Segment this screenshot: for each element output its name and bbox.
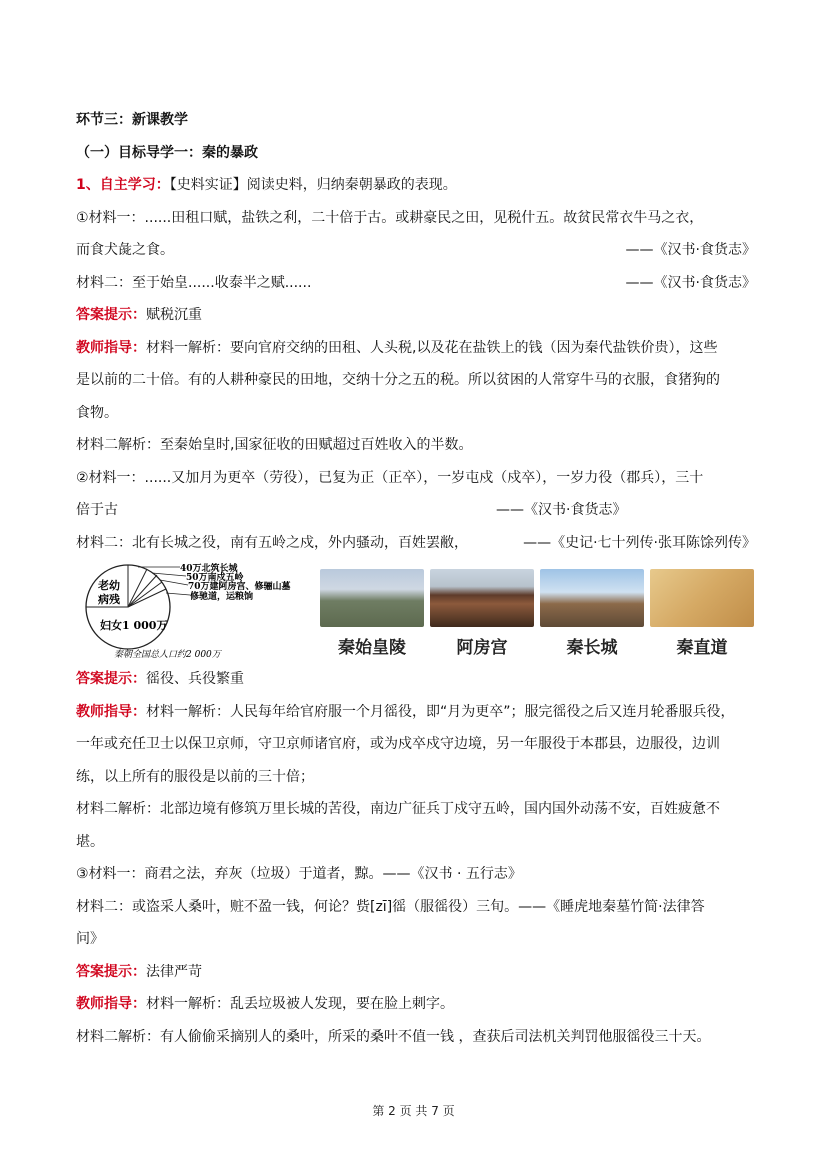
g3-material2-line1: 材料二：或盗采人桑叶，赃不盈一钱，何论？赀[zī]徭（服徭役）三旬。——《睡虎地秦墓竹简·法律答 (76, 898, 705, 915)
page-footer: 第 2 页 共 7 页 (372, 1104, 455, 1118)
g2-guide-line3: 练，以上所有的服役是以前的三十倍； (76, 768, 314, 785)
photo-epang-palace (430, 569, 534, 658)
g1-guide-line2: 是以前的二十倍。有的人耕种豪民的田地，交纳十分之五的税。所以贫困的人常穿牛马的衣服，食猪狗的 (76, 372, 720, 388)
guide-text: 材料一解析：人民每年给官府服一个月徭役，即“月为更卒”；服完徭役之后又连月轮番服兵役， (146, 703, 735, 720)
chart-caption: 秦朝全国总人口约2 000万 (114, 650, 221, 659)
photo-image (540, 569, 644, 627)
guide-label: 教师指导： (76, 339, 146, 356)
g2-material1-line1: ②材料一：......又加月为更卒（劳役），已复为正（正卒），一岁屯戍（戍卒），一岁力役（郡兵），三十 (76, 469, 704, 486)
guide-label: 教师指导： (76, 996, 146, 1012)
chart-left-label-2: 病残 (98, 593, 120, 606)
hint-label: 答案提示： (76, 963, 146, 980)
guide-text: 材料一解析：乱丢垃圾被人发现，要在脸上刺字。 (146, 996, 454, 1012)
chart-label-2: 50万南戍五岭 (186, 573, 244, 583)
photo-qin-mausoleum (320, 569, 424, 658)
photo-image (320, 569, 424, 627)
hint-text: 徭役、兵役繁重 (146, 671, 244, 687)
task-text: 【史料实证】阅读史料，归纳秦朝暴政的表现。 (169, 177, 457, 193)
section-heading: 环节三：新课教学 (76, 112, 188, 128)
g2-analysis2-line2: 堪。 (76, 833, 104, 850)
g2-analysis2-line1: 材料二解析：北部边境有修筑万里长城的苦役，南边广征兵丁戍守五岭，国内国外动荡不安，百姓疲惫不 (76, 801, 720, 817)
g1-material1-text: 而食犬彘之食。 (76, 242, 174, 258)
photo-image (650, 569, 754, 627)
g3-answer-hint (76, 956, 756, 989)
g2-material1-line2 (76, 494, 756, 527)
g2-guide-line1 (76, 696, 756, 729)
pie-divider (128, 582, 162, 607)
task-line (76, 169, 756, 202)
g1-material2 (76, 267, 756, 300)
task-label: 1、自主学习： (76, 177, 170, 193)
photo-caption: 秦直道 (676, 638, 728, 658)
hint-text: 法律严苛 (146, 963, 202, 980)
figure-row (76, 563, 756, 661)
chart-label-4: 修驰道，运粮饷 (190, 592, 254, 602)
g1-analysis2: 材料二解析：至秦始皇时,国家征收的田赋超过百姓收入的半数。 (76, 437, 473, 453)
g1-answer-hint (76, 299, 756, 332)
g1-guide-line3: 食物。 (76, 404, 118, 421)
g3-material2-line2: 问》 (76, 931, 104, 947)
g2-material2-text: 材料二：北有长城之役，南有五岭之戍，外内骚动，百姓罢敝， (76, 534, 468, 551)
photo-caption: 秦长城 (566, 638, 618, 658)
chart-label-3: 70万建阿房宫、修骊山墓 (188, 582, 291, 592)
photo-caption: 秦始皇陵 (338, 638, 406, 658)
g3-guide (76, 988, 756, 1021)
pie-divider (128, 569, 147, 607)
g2-answer-hint (76, 663, 756, 696)
g2-material1-text: 倍于古 (76, 502, 118, 518)
leader-line (160, 580, 188, 585)
g1-material2-text: 材料二：至于始皇......收泰半之赋...... (76, 274, 312, 291)
chart-women-label: 妇女1 000万 (100, 619, 168, 632)
g1-material1-line2 (76, 234, 756, 267)
photo-caption: 阿房宫 (456, 638, 508, 658)
g3-analysis2: 材料二解析：有人偷偷采摘别人的桑叶，所采的桑叶不值一钱 ，查获后司法机关判罚他服徭役三十天。 (76, 1028, 711, 1045)
g3-material1: ③材料一：商君之法，弃灰（垃圾）于道者，黥。——《汉书 · 五行志》 (76, 866, 522, 882)
g2-material2-source: ——《史记·七十列传·张耳陈馀列传》 (523, 534, 756, 551)
g1-guide-line1 (76, 332, 756, 365)
g1-material1-line1: ①材料一：......田租口赋，盐铁之利，二十倍于古。或耕豪民之田，见税什五。故贫民常衣牛马之衣， (76, 209, 704, 226)
photo-strip (320, 569, 754, 658)
pie-divider (128, 575, 157, 607)
g2-guide-line2: 一年或充任卫士以保卫京师，守卫京师诸官府，或为戍卒戍守边境，另一年服役于本郡县，边服役，边训 (76, 736, 720, 752)
g1-material2-source: ——《汉书·食货志》 (625, 274, 756, 291)
guide-text: 材料一解析：要向官府交纳的田租、人头税,以及花在盐铁上的钱（因为秦代盐铁价贵），这些 (146, 339, 718, 356)
leader-line (166, 593, 190, 595)
hint-text: 赋税沉重 (146, 307, 202, 323)
guide-label: 教师指导： (76, 703, 146, 720)
population-pie-diagram (80, 563, 320, 659)
g2-material1-source: ——《汉书·食货志》 (496, 502, 627, 518)
g1-material1-source: ——《汉书·食货志》 (625, 242, 756, 258)
chart-label-1: 40万北筑长城 (180, 564, 238, 574)
pie-divider (128, 589, 166, 607)
hint-label: 答案提示： (76, 671, 146, 687)
photo-great-wall (540, 569, 644, 658)
chart-left-label-1: 老幼 (98, 579, 120, 592)
g2-material2 (76, 527, 756, 560)
photo-image (430, 569, 534, 627)
subsection-heading: （一）目标导学一：秦的暴政 (76, 144, 258, 161)
photo-straight-road (650, 569, 754, 658)
page-content (76, 104, 756, 1053)
hint-label: 答案提示： (76, 307, 146, 323)
